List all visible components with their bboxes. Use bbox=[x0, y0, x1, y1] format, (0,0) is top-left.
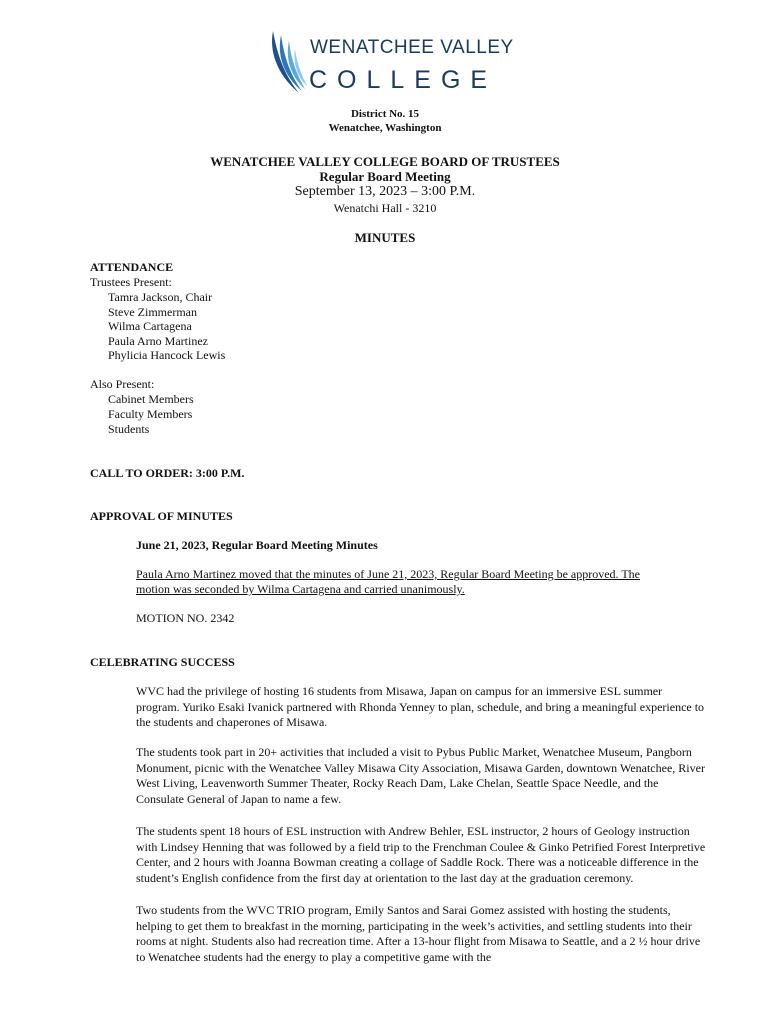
trustee-name: Wilma Cartagena bbox=[108, 319, 192, 333]
celebrating-paragraph bbox=[136, 824, 706, 887]
approval-heading: APPROVAL OF MINUTES bbox=[90, 509, 233, 523]
motion-text-line-2: motion was seconded by Wilma Cartagena and carried unanimously. bbox=[136, 582, 465, 596]
minutes-item-title: June 21, 2023, Regular Board Meeting Minutes bbox=[136, 538, 378, 552]
celebrating-paragraph bbox=[136, 684, 706, 731]
trustee-name: Phylicia Hancock Lewis bbox=[108, 348, 226, 362]
logo-line-2: COLLEGE bbox=[309, 66, 498, 94]
celebrating-paragraph bbox=[136, 745, 706, 808]
also-present-item: Students bbox=[108, 422, 150, 436]
district-location: Wenatchee, Washington bbox=[328, 122, 442, 134]
college-logo bbox=[269, 29, 514, 97]
meeting-location: Wenatchi Hall - 3210 bbox=[333, 201, 437, 215]
trustee-name: Paula Arno Martinez bbox=[108, 334, 208, 348]
trustee-name: Tamra Jackson, Chair bbox=[108, 290, 213, 304]
also-present-item: Faculty Members bbox=[108, 407, 193, 421]
paragraph-text: WVC had the privilege of hosting 16 students from Misawa, Japan on campus for an immersive ESL summer program. Yuriko Esaki Ivanick partnered with Rhonda Yenney to plan, schedule, and bring a meaningful experience to the students and chaperones of Misawa. bbox=[136, 684, 705, 730]
trustees-label: Trustees Present: bbox=[90, 275, 172, 289]
document-type: MINUTES bbox=[354, 230, 416, 245]
meeting-type: Regular Board Meeting bbox=[319, 169, 451, 184]
paragraph-text: The students took part in 20+ activities that included a visit to Pybus Public Market, Wenatchee Museum, Pangborn Monument, picnic with the Wenatchee Valley Misawa City Association, Misawa Garden, downtown Wenatchee, River West Living, Leavenworth Summer Theater, Rocky Reach Dam, Lake Chelan, Seattle Space Needle, and the Consulate General of Japan to name a few. bbox=[136, 745, 705, 807]
attendance-heading: ATTENDANCE bbox=[90, 260, 174, 274]
logo-line-1: WENATCHEE VALLEY bbox=[310, 37, 514, 58]
celebrating-heading: CELEBRATING SUCCESS bbox=[90, 655, 235, 669]
also-present-item: Cabinet Members bbox=[108, 392, 194, 406]
flame-logo-icon bbox=[269, 29, 309, 97]
meeting-date: September 13, 2023 – 3:00 P.M. bbox=[294, 184, 476, 199]
board-title: WENATCHEE VALLEY COLLEGE BOARD OF TRUSTEES bbox=[210, 154, 560, 169]
paragraph-text: Two students from the WVC TRIO program, Emily Santos and Sarai Gomez assisted with hosting the students, helping to get them to breakfast in the morning, participating in the week’s activities, and settling students into their rooms at night. Students also had recreation time. After a 13-hour flight from Misawa to Seattle, and a 2 ½ hour drive to Wenatchee students had the energy to play a competitive game with the bbox=[136, 903, 701, 965]
motion-number: MOTION NO. 2342 bbox=[136, 611, 235, 625]
district-number: District No. 15 bbox=[350, 108, 420, 120]
celebrating-paragraph bbox=[136, 903, 706, 966]
also-present-label: Also Present: bbox=[90, 377, 155, 391]
trustee-name: Steve Zimmerman bbox=[108, 305, 197, 319]
paragraph-text: The students spent 18 hours of ESL instruction with Andrew Behler, ESL instructor, 2 hours of Geology instruction with Lindsey Henning that was followed by a field trip to the Frenchman Coulee & Ginko Petrified Forest Interpretive Center, and 2 hours with Joanna Bowman creating a collage of Saddle Rock. There was a noticeable difference in the student’s English confidence from the first day at orientation to the last day at the graduation ceremony. bbox=[136, 824, 706, 886]
motion-text-line-1: Paula Arno Martinez moved that the minutes of June 21, 2023, Regular Board Meeting be approved. The bbox=[136, 567, 640, 581]
call-to-order: CALL TO ORDER: 3:00 P.M. bbox=[90, 466, 245, 480]
